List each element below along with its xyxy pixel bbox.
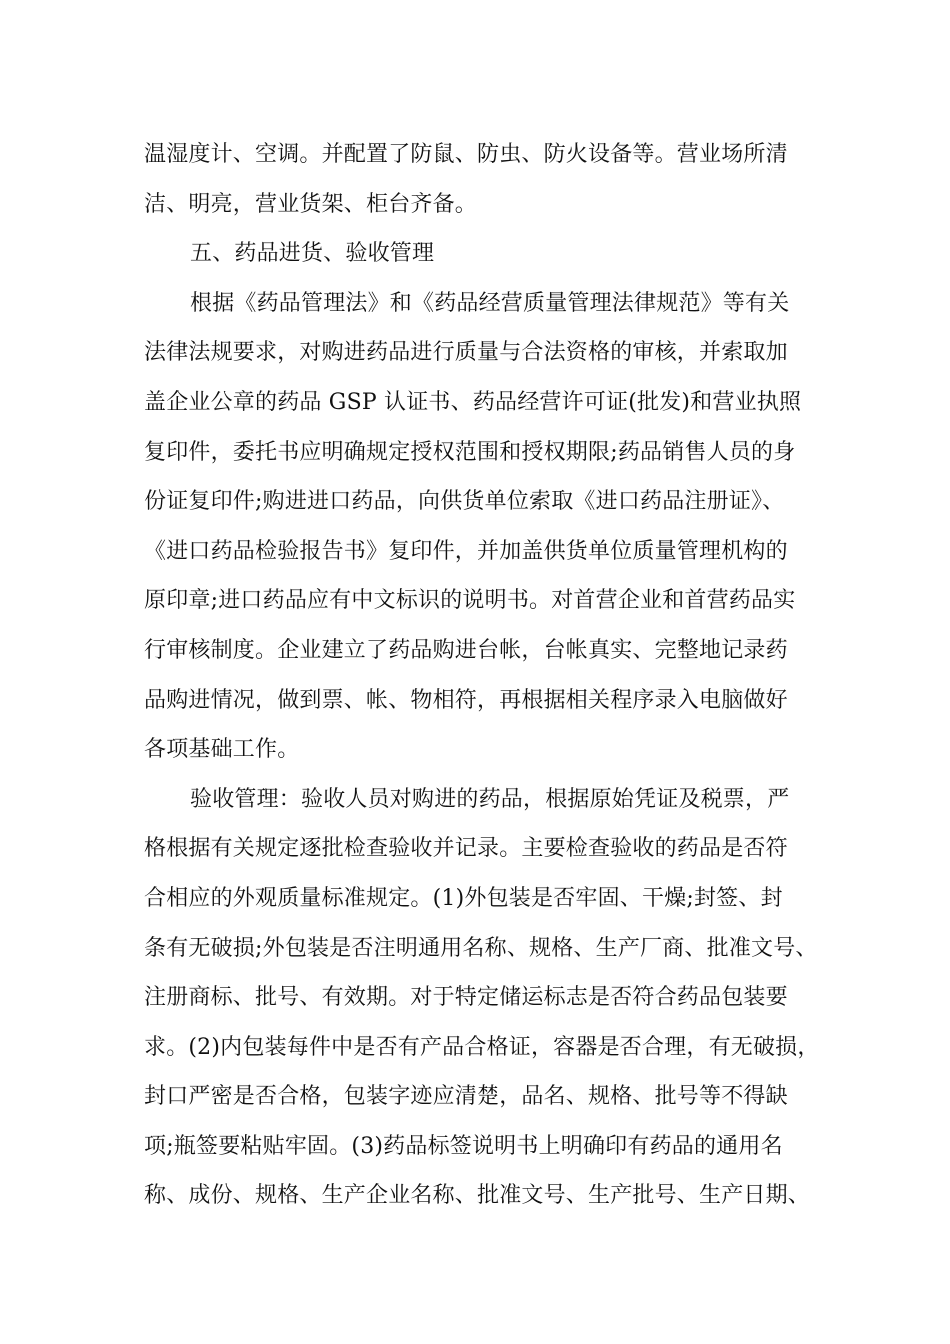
- body-line: 封口严密是否合格，包装字迹应清楚，品名、规格、批号等不得缺: [144, 1084, 788, 1110]
- body-line: 原印章;进口药品应有中文标识的说明书。对首营企业和首营药品实: [144, 588, 796, 614]
- body-line: 根据《药品管理法》和《药品经营质量管理法律规范》等有关: [190, 290, 790, 316]
- body-line: 格根据有关规定逐批检查验收并记录。主要检查验收的药品是否符: [144, 836, 788, 862]
- body-line: 行审核制度。企业建立了药品购进台帐，台帐真实、完整地记录药: [144, 637, 788, 663]
- body-line: 条有无破损;外包装是否注明通用名称、规格、生产厂商、批准文号、: [144, 935, 818, 961]
- document-body: [144, 130, 824, 1221]
- body-line: 温湿度计、空调。并配置了防鼠、防虫、防火设备等。营业场所清: [144, 142, 788, 167]
- body-line: 求。(2)内包装每件中是否有产品合格证，容器是否合理，有无破损，: [144, 1034, 820, 1060]
- body-line: 合相应的外观质量标准规定。(1)外包装是否牢固、干燥;封签、封: [144, 885, 783, 911]
- body-line: 项;瓶签要粘贴牢固。(3)药品标签说明书上明确印有药品的通用名: [144, 1133, 783, 1159]
- body-line: 称、成份、规格、生产企业名称、批准文号、生产批号、生产日期、: [144, 1183, 811, 1209]
- body-line: 《进口药品检验报告书》复印件，并加盖供货单位质量管理机构的: [144, 538, 788, 564]
- body-line: 盖企业公章的药品 GSP 认证书、药品经营许可证(批发)和营业执照: [144, 389, 802, 415]
- section-heading: 五、药品进货、验收管理: [190, 241, 435, 267]
- body-line: 洁、明亮，营业货架、柜台齐备。: [144, 191, 478, 217]
- body-line: 法律法规要求，对购进药品进行质量与合法资格的审核，并索取加: [144, 340, 788, 366]
- body-line: 验收管理：验收人员对购进的药品，根据原始凭证及税票，严: [190, 786, 790, 812]
- body-line: 复印件，委托书应明确规定授权范围和授权期限;药品销售人员的身: [144, 439, 796, 465]
- body-line: 各项基础工作。: [144, 737, 300, 763]
- body-line: 注册商标、批号、有效期。对于特定储运标志是否符合药品包装要: [144, 985, 788, 1011]
- body-line: 份证复印件;购进进口药品，向供货单位索取《进口药品注册证》、: [144, 489, 785, 515]
- body-line: 品购进情况，做到票、帐、物相符，再根据相关程序录入电脑做好: [144, 687, 788, 713]
